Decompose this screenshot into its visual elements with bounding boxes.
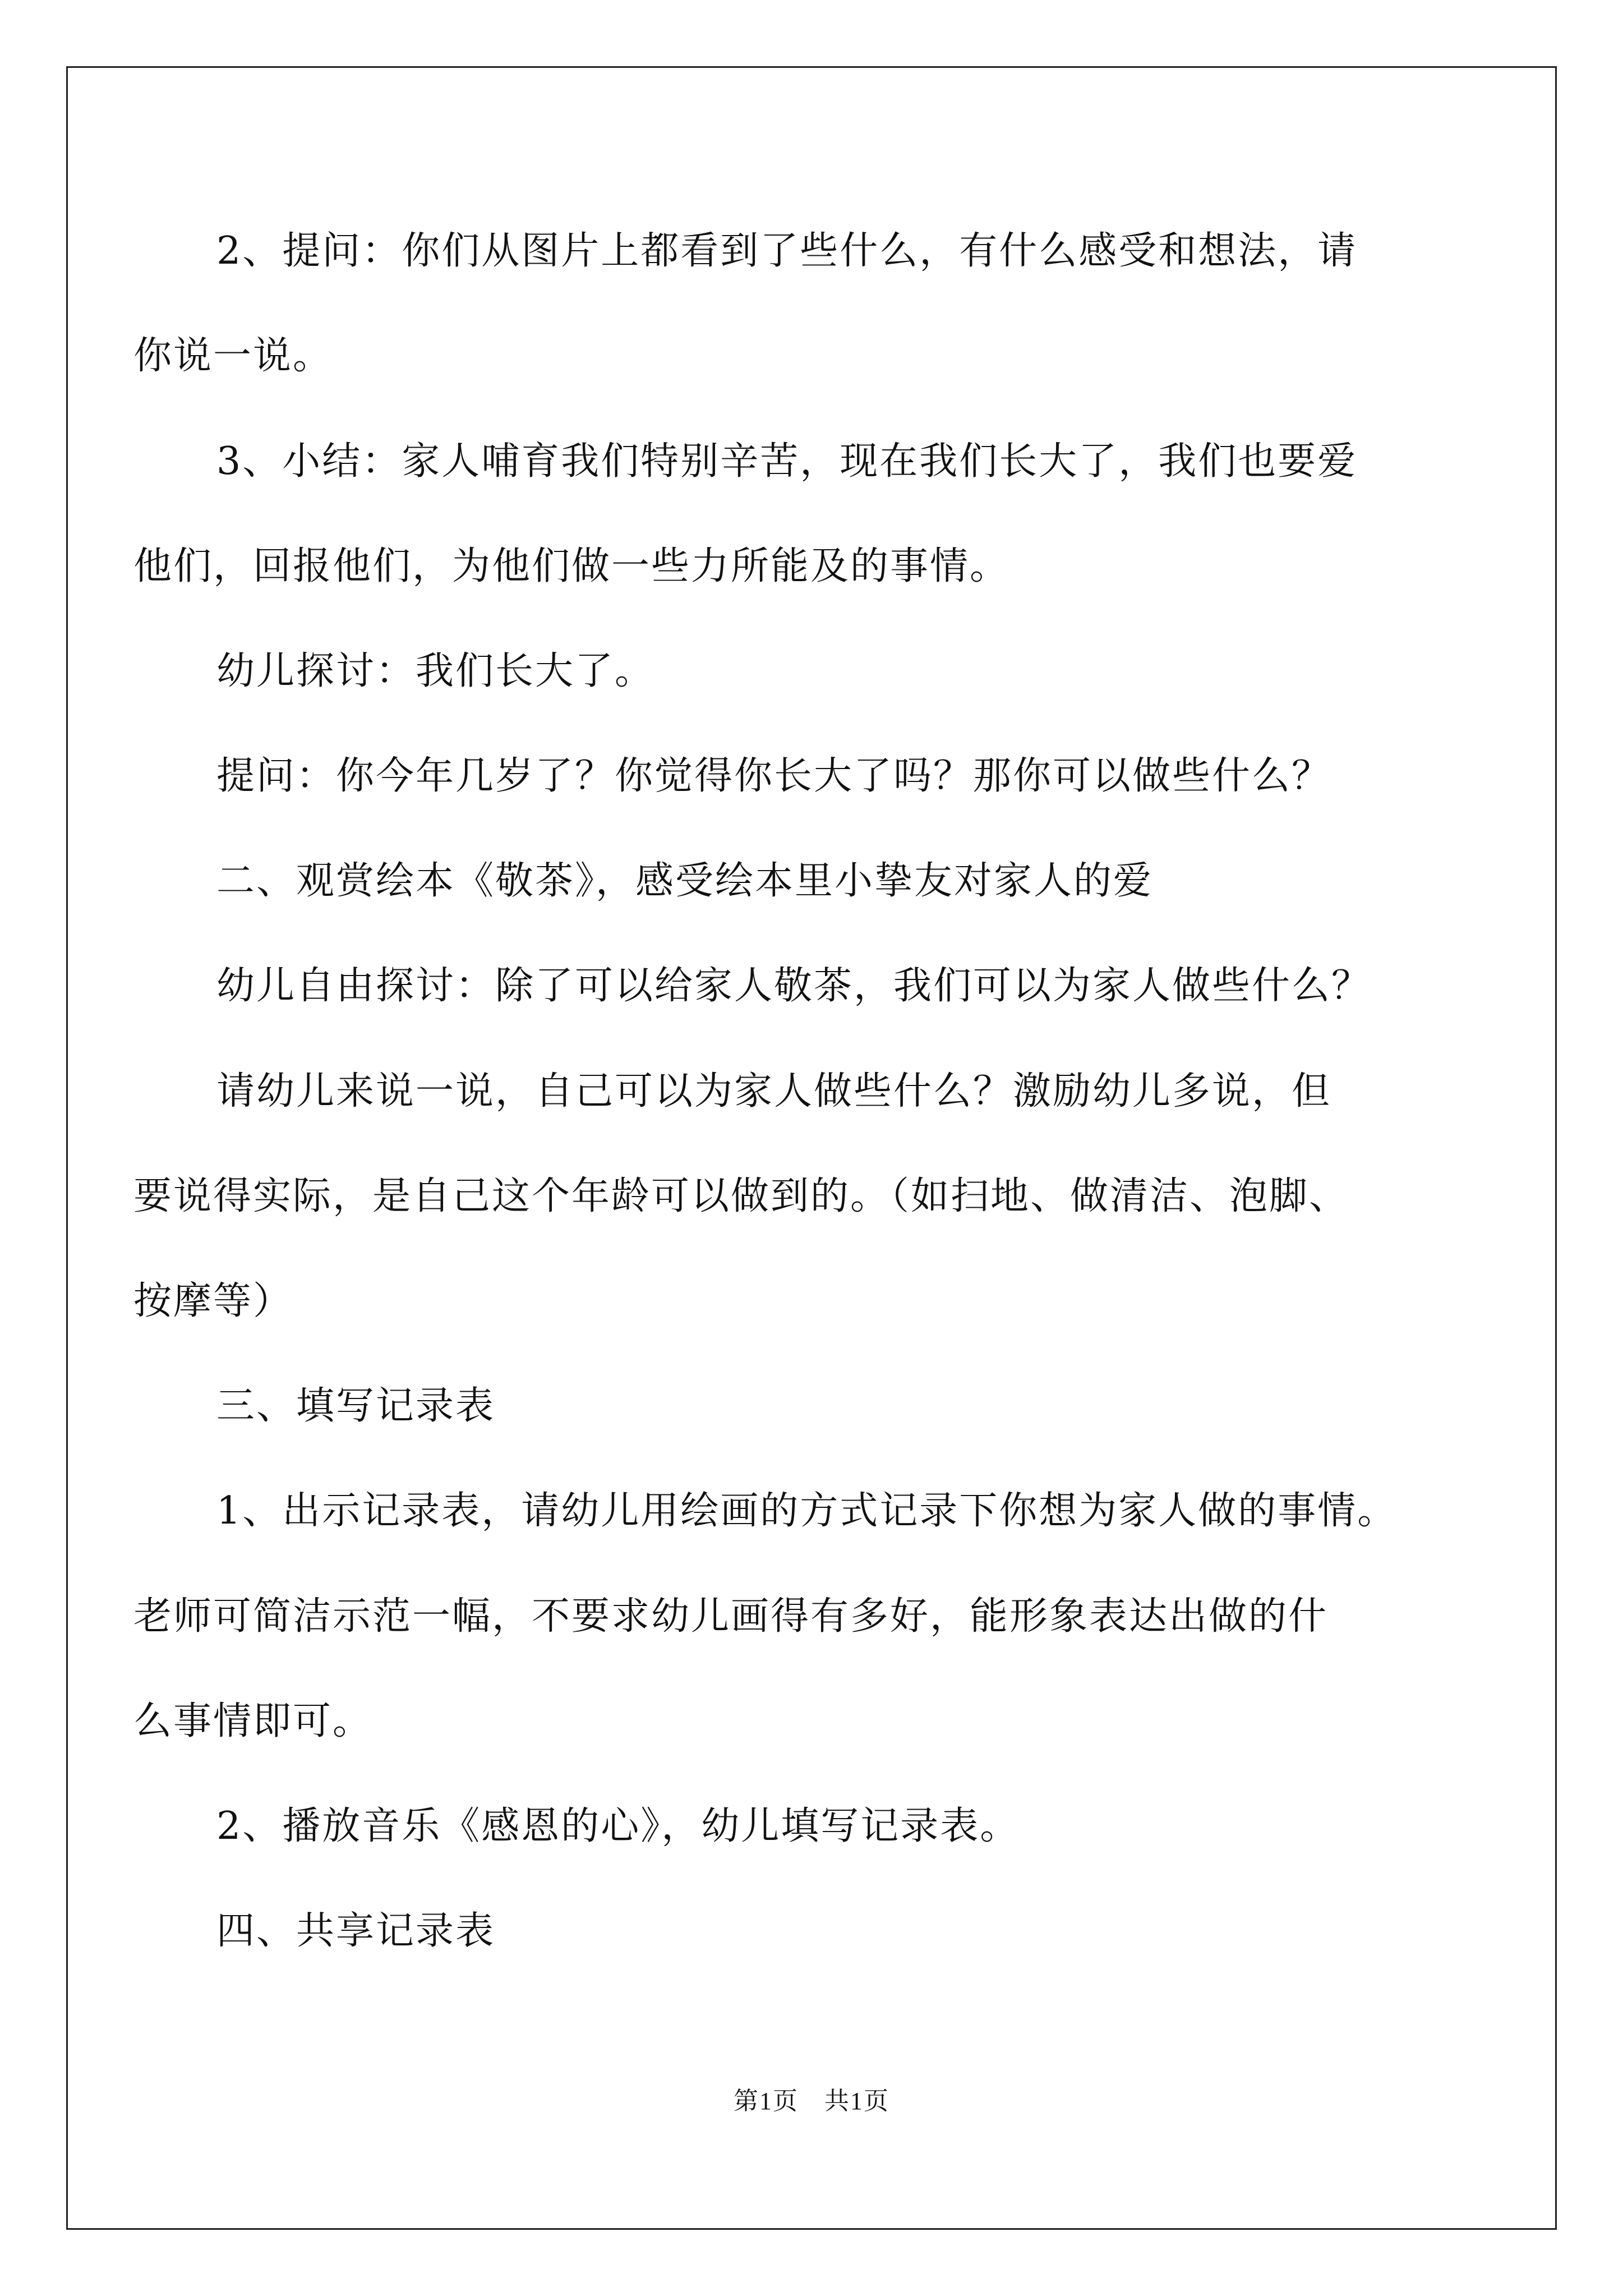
paragraph-1-line-1: 2、提问：你们从图片上都看到了些什么，有什么感受和想法，请 <box>216 229 1358 273</box>
paragraph-4: 提问：你今年几岁了？你觉得你长大了吗？那你可以做些什么？ <box>216 754 1332 798</box>
section-heading-4: 四、共享记录表 <box>216 1909 496 1953</box>
paragraph-7-line-2: 要说得实际，是自己这个年龄可以做到的。（如扫地、做清洁、泡脚、 <box>133 1174 1349 1218</box>
paragraph-7-line-1: 请幼儿来说一说，自己可以为家人做些什么？激励幼儿多说，但 <box>216 1069 1332 1114</box>
paragraph-3: 幼儿探讨：我们长大了。 <box>216 649 655 693</box>
paragraph-9-line-1: 1、出示记录表，请幼儿用绘画的方式记录下你想为家人做的事情。 <box>216 1489 1398 1533</box>
paragraph-7-line-3: 按摩等） <box>133 1279 293 1323</box>
paragraph-1-line-2: 你说一说。 <box>133 334 333 378</box>
section-heading-3: 三、填写记录表 <box>216 1384 496 1428</box>
paragraph-9-line-2: 老师可简洁示范一幅，不要求幼儿画得有多好，能形象表达出做的什 <box>133 1594 1329 1639</box>
paragraph-9-line-3: 么事情即可。 <box>133 1699 373 1743</box>
paragraph-2-line-2: 他们，回报他们，为他们做一些力所能及的事情。 <box>133 544 1010 588</box>
page-footer: 第1页 共1页 <box>734 2087 889 2115</box>
paragraph-10: 2、播放音乐《感恩的心》，幼儿填写记录表。 <box>216 1804 1020 1848</box>
paragraph-6: 幼儿自由探讨：除了可以给家人敬茶，我们可以为家人做些什么？ <box>216 964 1372 1008</box>
paragraph-2-line-1: 3、小结：家人哺育我们特别辛苦，现在我们长大了，我们也要爱 <box>216 439 1358 484</box>
section-heading-2: 二、观赏绘本《敬茶》，感受绘本里小挚友对家人的爱 <box>216 859 1154 903</box>
